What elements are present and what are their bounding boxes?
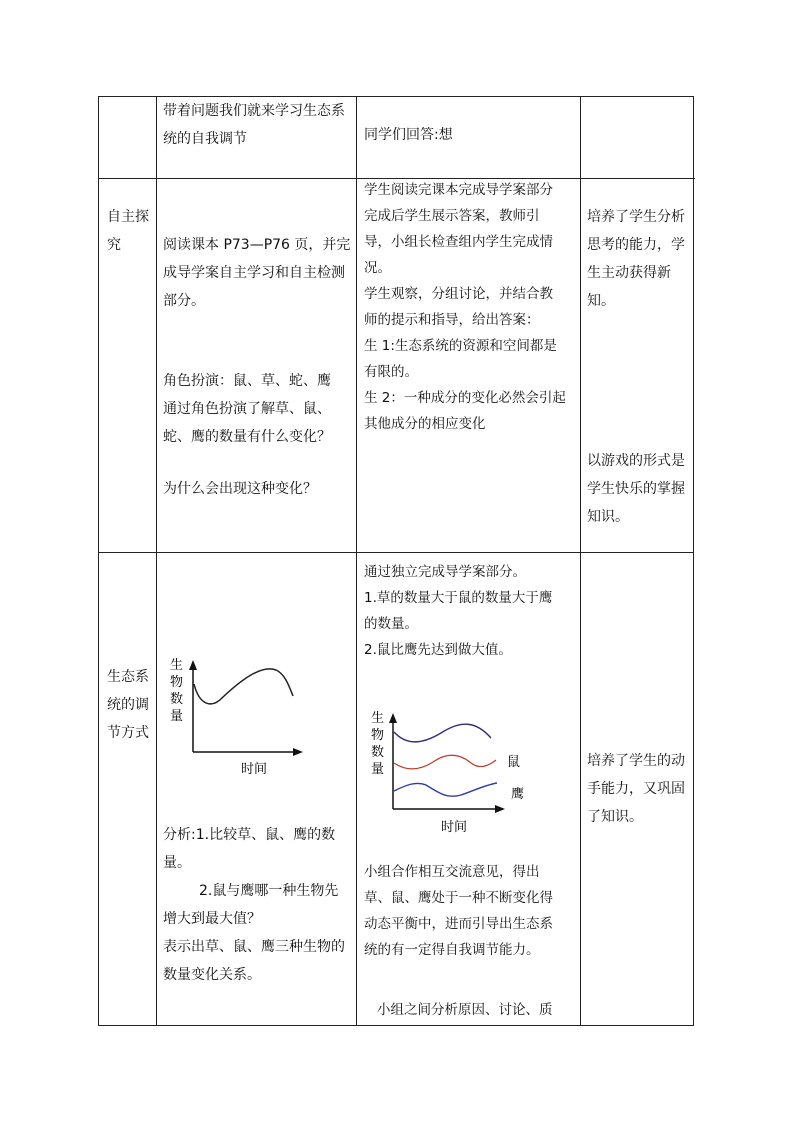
y-label-char: 物 [371,728,385,743]
text-line: 生 1:生态系统的资源和空间都是 [364,338,557,354]
text-line: 导，小组长检查组内学生完成情 [364,234,553,250]
text-line: 完成后学生展示答案，教师引 [364,208,540,224]
row2-stage-cell [107,203,155,259]
row3-stage-cell [107,663,155,747]
row2-teacher-roleplay [163,367,353,451]
text-line: 培养了学生的动 [587,753,685,769]
mouse-series-line [394,755,496,769]
text-line: 知。 [587,293,615,309]
x-axis-arrow-icon [495,805,505,813]
text-line: 小组之间分析原因、讨论、质 [377,1002,553,1018]
column-divider [356,97,357,1025]
text-line: 以游戏的形式是 [587,453,685,469]
row1-teacher-cell [163,97,353,153]
text-line: 量。 [163,855,191,871]
row-divider [99,552,693,553]
y-label-char: 量 [371,762,385,777]
row3-student-b [364,859,578,963]
text-line: 通过独立完成导学案部分。 [364,564,526,580]
row2-teacher-reading [163,231,353,315]
text-line: 分析:1.比较草、鼠、鹰的数 [163,827,336,843]
row3-student-c [377,997,577,1023]
grass-series-line [394,724,491,742]
text-line: 部分。 [163,293,205,309]
text-line: 角色扮演：鼠、草、蛇、鹰 [163,373,331,389]
text-line: 为什么会出现这种变化？ [163,481,317,497]
text-line: 表示出草、鼠、鹰三种生物的 [163,939,345,955]
text-line: 自主探 [107,209,149,225]
text-line: 2.鼠与鹰哪一种生物先 [199,883,339,899]
three-species-chart [361,705,531,840]
text-line: 动态平衡中，进而引导出生态系 [364,916,553,932]
text-line: 同学们回答:想 [364,127,453,143]
population-curve [194,669,293,704]
column-divider [580,97,581,1025]
text-line: 生主动获得新 [587,265,671,281]
text-line: 蛇、鹰的数量有什么变化？ [163,429,331,445]
text-line: 带着问题我们就来学习生态系 [163,103,345,119]
row3-teacher-analysis [163,821,353,989]
text-line: 师的提示和指导，给出答案： [364,312,540,328]
row2-student-cell [364,177,578,437]
y-label-char: 数 [170,692,184,707]
text-line: 学生快乐的掌握 [587,481,685,497]
text-line: 生态系 [107,669,149,685]
y-label-char: 生 [371,711,385,726]
population-curve-chart [161,652,321,782]
lesson-plan-table [98,96,694,1026]
text-line: 统的自我调节 [163,131,247,147]
text-line: 成导学案自主学习和自主检测 [163,265,345,281]
text-line: 其他成分的相应变化 [364,416,486,432]
y-label-char: 生 [170,658,184,673]
y-label-char: 物 [170,675,184,690]
text-line: 1.草的数量大于鼠的数量大于鹰 [364,590,553,606]
text-line: 思考的能力，学 [587,237,685,253]
y-label-char: 数 [371,745,385,760]
text-line: 数量变化关系。 [163,967,261,983]
text-line: 究 [107,237,121,253]
text-line: 统的调 [107,697,149,713]
text-line: 有限的。 [364,364,418,380]
text-line: 学生阅读完课本完成导学案部分 [364,182,553,198]
x-axis-label: 时间 [241,762,268,777]
text-line: 阅读课本 P73—P76 页，并完 [163,237,351,253]
text-line: 知识。 [587,509,629,525]
text-line: 增大到最大值？ [163,911,261,927]
eagle-series-line [394,783,497,796]
text-line: 2.鼠比鹰先达到做大值。 [364,642,512,658]
row3-purpose-cell [587,747,693,831]
text-line: 生 2：一种成分的变化必然会引起 [364,390,566,406]
text-line: 培养了学生分析 [587,209,685,225]
y-label-char: 量 [170,709,184,724]
y-axis-arrow-icon [389,713,397,723]
text-line: 统的有一定得自我调节能力。 [364,942,540,958]
text-line: 草、鼠、鹰处于一种不断变化得 [364,890,553,906]
text-line: 了知识。 [587,809,643,825]
mouse-label: 鼠 [507,755,521,770]
text-line: 通过角色扮演了解草、鼠、 [163,401,331,417]
row3-student-a [364,559,578,663]
row1-student-cell [364,121,576,149]
text-line: 况。 [364,260,391,276]
x-axis-label: 时间 [441,820,468,835]
column-divider [156,97,157,1025]
row2-teacher-question [163,475,353,503]
text-line: 学生观察，分组讨论，并结合教 [364,286,553,302]
y-axis-arrow-icon [189,660,197,670]
text-line: 小组合作相互交流意见，得出 [364,864,540,880]
eagle-label: 鹰 [511,787,525,802]
text-line: 节方式 [107,725,149,741]
row2-purpose-b [587,447,693,531]
text-line: 手能力，又巩固 [587,781,685,797]
x-axis-arrow-icon [293,748,303,756]
row2-purpose-a [587,203,693,315]
text-line: 的数量。 [364,616,418,632]
